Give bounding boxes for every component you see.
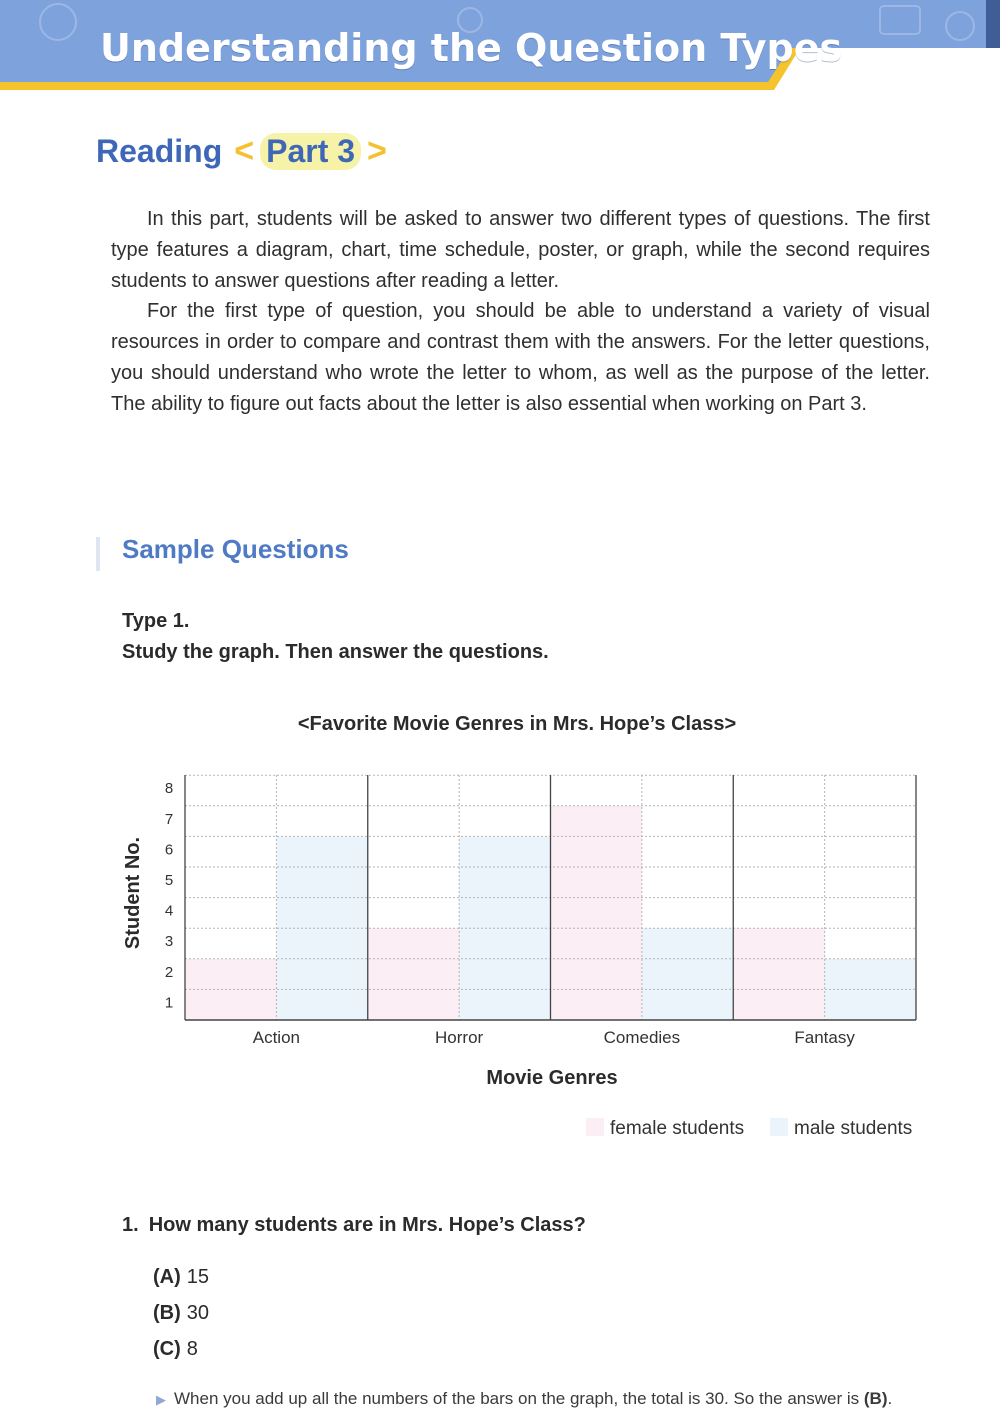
y-tick-label: 6	[164, 841, 174, 859]
legend-swatch-male-students	[770, 1118, 788, 1136]
header-title: Understanding the Question Types	[100, 26, 843, 70]
y-tick-label: 3	[164, 933, 174, 951]
legend-label: male students	[794, 1118, 913, 1139]
question-number: 1.	[122, 1214, 139, 1236]
intro-paragraph: For the first type of question, you should be able to understand a variety of visual resources in order to compare and contrast them with the answers. For the letter questions, you should understand who wrote the letter to whom, as well as the purpose of the letter. The ability to figure out facts about the letter is also essential when working on Part 3.	[111, 300, 930, 415]
legend-label: female students	[610, 1118, 745, 1139]
bar-female-students-horror	[368, 928, 459, 1020]
explanation-suffix: .	[887, 1389, 893, 1408]
explanation	[156, 1389, 892, 1409]
sample-questions-title: Sample Questions	[122, 534, 349, 564]
option-letter: (C)	[153, 1338, 181, 1360]
y-tick-label: 8	[164, 780, 174, 798]
question-text: How many students are in Mrs. Hope’s Class?	[148, 1214, 586, 1236]
answer-option-a[interactable]	[153, 1266, 209, 1289]
x-tick-label: Comedies	[603, 1028, 681, 1047]
x-tick-label: Action	[252, 1028, 300, 1047]
answer-option-c[interactable]	[153, 1338, 198, 1361]
left-chevron-icon: <	[234, 132, 255, 170]
y-tick-label: 2	[164, 963, 174, 981]
x-tick-label: Fantasy	[794, 1028, 855, 1047]
y-tick-label: 1	[164, 994, 174, 1012]
option-letter: (B)	[153, 1302, 181, 1324]
option-text: 8	[186, 1338, 198, 1360]
instruction: Study the graph. Then answer the questions.	[122, 641, 549, 663]
x-tick-label: Horror	[435, 1028, 484, 1047]
bar-male-students-horror	[459, 836, 550, 1020]
right-chevron-icon: >	[367, 132, 387, 170]
answer-option-b[interactable]	[153, 1302, 209, 1325]
x-axis-title: Movie Genres	[486, 1067, 618, 1089]
type-label: Type 1.	[122, 610, 190, 632]
intro-paragraph: In this part, students will be asked to answer two different types of questions. The first type features a diagram, chart, time schedule, poster, or graph, while the second requires students to answer questions after reading a letter.	[111, 208, 930, 292]
chart-title: <Favorite Movie Genres in Mrs. Hope’s Class>	[297, 713, 737, 735]
y-tick-label: 4	[164, 902, 174, 920]
y-tick-label: 7	[164, 810, 174, 828]
explanation-answer: (B)	[863, 1389, 888, 1408]
option-text: 15	[186, 1266, 210, 1288]
bar-female-students-comedies	[551, 806, 642, 1020]
explanation-text: When you add up all the numbers of the bars on the graph, the total is 30. So the answer is	[174, 1389, 860, 1408]
bar-male-students-comedies	[642, 928, 733, 1020]
option-text: 30	[186, 1302, 210, 1324]
question	[122, 1214, 586, 1237]
bar-female-students-fantasy	[733, 928, 824, 1020]
y-tick-label: 5	[164, 872, 174, 889]
section-title: Reading	[96, 133, 223, 169]
legend-swatch-female-students	[586, 1118, 604, 1136]
triangle-right-icon: ▶	[156, 1392, 166, 1407]
y-axis-title: Student No.	[122, 836, 144, 950]
part-label: Part 3	[260, 133, 361, 170]
option-letter: (A)	[153, 1266, 181, 1288]
